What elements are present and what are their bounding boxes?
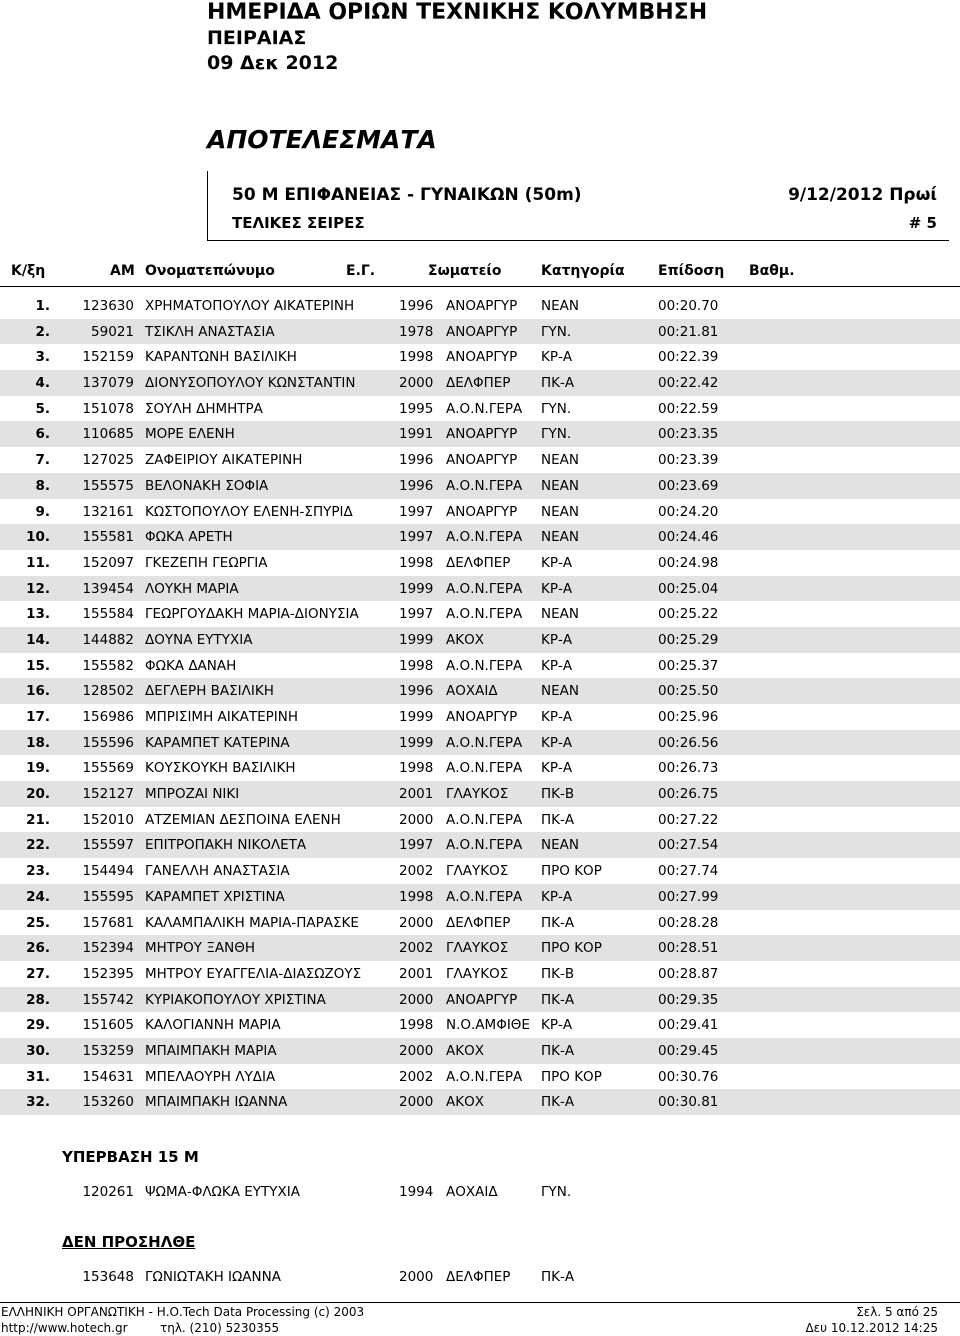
result-name: ΓΕΩΡΓΟΥΔΑΚΗ ΜΑΡΙΑ-ΔΙΟΝΥΣΙΑ (145, 606, 359, 623)
result-time: 00:25.22 (658, 606, 719, 623)
result-club: ΓΛΑΥΚΟΣ (446, 786, 509, 803)
result-year: 2000 (399, 914, 434, 931)
result-club: Α.Ο.Ν.ΓΕΡΑ (446, 888, 523, 905)
result-name: ΚΑΛΑΜΠΑΛΙΚΗ ΜΑΡΙΑ-ΠΑΡΑΣΚΕ (145, 914, 359, 931)
result-club: Α.Ο.Ν.ΓΕΡΑ (446, 477, 523, 494)
result-rank: 27. (26, 965, 50, 982)
result-category: ΝΕΑΝ (541, 298, 579, 314)
table-row (0, 807, 960, 833)
table-row (0, 370, 960, 396)
table-row (0, 1038, 960, 1064)
result-year: 1996 (399, 477, 434, 494)
result-club: ΑΚΟΧ (446, 1042, 484, 1059)
result-year: 1998 (399, 888, 434, 905)
result-category: ΠΡΟ ΚΟΡ (541, 1068, 602, 1085)
result-rank: 2. (35, 323, 50, 340)
result-time: 00:24.20 (658, 503, 719, 520)
result-category: ΝΕΑΝ (541, 683, 579, 700)
result-club: Α.Ο.Ν.ΓΕΡΑ (446, 657, 523, 674)
result-time: 00:20.70 (658, 298, 719, 314)
table-row (0, 524, 960, 550)
result-am: 144882 (82, 631, 134, 648)
result-year: 1999 (399, 709, 434, 725)
table-row (0, 704, 960, 730)
dns-club: ΔΕΛΦΠΕΡ (446, 1269, 511, 1285)
result-am: 153260 (82, 1094, 134, 1111)
result-year: 2000 (399, 1094, 434, 1111)
result-year: 1997 (399, 503, 434, 520)
result-year: 1998 (399, 657, 434, 674)
result-rank: 3. (35, 349, 50, 366)
result-name: ΑΤΖΕΜΙΑΝ ΔΕΣΠΟΙΝΑ ΕΛΕΝΗ (145, 811, 341, 828)
result-rank: 12. (26, 580, 50, 597)
result-rank: 10. (26, 529, 50, 546)
result-rank: 22. (26, 837, 50, 854)
result-category: ΠΚ-Α (541, 811, 575, 828)
result-rank: 9. (35, 503, 50, 520)
header-points: Βαθμ. (749, 263, 795, 279)
result-rank: 20. (26, 786, 50, 803)
result-rank: 16. (26, 683, 50, 700)
result-am: 153259 (82, 1042, 134, 1059)
result-am: 151605 (82, 1017, 134, 1034)
result-year: 2000 (399, 375, 434, 392)
result-am: 127025 (82, 452, 134, 469)
result-club: Α.Ο.Ν.ΓΕΡΑ (446, 734, 523, 751)
result-year: 2001 (399, 965, 434, 982)
table-row (0, 832, 960, 858)
footer-phone: τηλ. (210) 5230355 (160, 1321, 280, 1335)
table-row (0, 884, 960, 910)
result-category: ΠΡΟ ΚΟΡ (541, 940, 602, 957)
result-rank: 23. (26, 863, 50, 880)
result-name: ΚΑΡΑΜΠΕΤ ΚΑΤΕΡΙΝΑ (145, 734, 290, 751)
result-rank: 21. (26, 811, 50, 828)
dns-year: 2000 (399, 1269, 434, 1285)
result-am: 155581 (82, 529, 134, 546)
result-year: 1997 (399, 606, 434, 623)
table-row (0, 421, 960, 447)
result-year: 1996 (399, 683, 434, 700)
result-club: ΑΝΟΑΡΓΥΡ (446, 426, 518, 443)
result-am: 152395 (82, 965, 134, 982)
result-name: ΜΟΡΕ ΕΛΕΝΗ (145, 426, 235, 443)
result-club: Α.Ο.Ν.ΓΕΡΑ (446, 837, 523, 854)
results-title: ΑΠΟΤΕΛΕΣΜΑΤΑ (207, 125, 437, 154)
result-name: ΓΑΝΕΛΛΗ ΑΝΑΣΤΑΣΙΑ (145, 863, 290, 880)
result-club: Α.Ο.Ν.ΓΕΡΑ (446, 580, 523, 597)
result-name: ΔΙΟΝΥΣΟΠΟΥΛΟΥ ΚΩΝΣΤΑΝΤΙΝ (145, 375, 356, 392)
result-category: ΚΡ-Α (541, 709, 573, 725)
result-am: 154494 (82, 863, 134, 880)
result-club: Α.Ο.Ν.ΓΕΡΑ (446, 606, 523, 623)
result-time: 00:23.69 (658, 477, 719, 494)
header-category: Κατηγορία (541, 263, 625, 279)
result-name: ΜΠΡΟΖΑΙ ΝΙΚΙ (145, 786, 240, 803)
result-year: 1997 (399, 529, 434, 546)
result-club: ΓΛΑΥΚΟΣ (446, 863, 509, 880)
result-year: 1999 (399, 580, 434, 597)
event-name: 50 Μ ΕΠΙΦΑΝΕΙΑΣ - ΓΥΝΑΙΚΩΝ (50m) (232, 185, 582, 205)
meet-date: 09 Δεκ 2012 (207, 52, 339, 74)
result-rank: 25. (26, 914, 50, 931)
result-category: ΚΡ-Α (541, 1017, 573, 1034)
meet-title: ΗΜΕΡΙΔΑ ΟΡΙΩΝ ΤΕΧΝΙΚΗΣ ΚΟΛΥΜΒΗΣΗ (207, 0, 708, 25)
result-time: 00:30.81 (658, 1094, 719, 1111)
table-row (0, 550, 960, 576)
result-time: 00:22.42 (658, 375, 719, 392)
result-am: 128502 (82, 683, 134, 700)
result-rank: 19. (26, 760, 50, 777)
table-row (0, 781, 960, 807)
result-am: 137079 (82, 375, 134, 392)
table-row (0, 755, 960, 781)
table-row (0, 910, 960, 936)
result-rank: 13. (26, 606, 50, 623)
result-am: 152127 (82, 786, 134, 803)
result-year: 1997 (399, 837, 434, 854)
result-time: 00:25.37 (658, 657, 719, 674)
dns-name: ΓΩΝΙΩΤΑΚΗ ΙΩΑΝΝΑ (145, 1269, 281, 1285)
result-time: 00:30.76 (658, 1068, 719, 1085)
result-year: 1998 (399, 760, 434, 777)
result-rank: 14. (26, 631, 50, 648)
result-club: ΓΛΑΥΚΟΣ (446, 940, 509, 957)
result-club: Α.Ο.Ν.ΓΕΡΑ (446, 760, 523, 777)
result-time: 00:27.54 (658, 837, 719, 854)
result-year: 2000 (399, 811, 434, 828)
result-name: ΜΗΤΡΟΥ ΞΑΝΘΗ (145, 940, 255, 957)
result-club: ΓΛΑΥΚΟΣ (446, 965, 509, 982)
result-name: ΧΡΗΜΑΤΟΠΟΥΛΟΥ ΑΙΚΑΤΕΡΙΝΗ (145, 298, 355, 314)
result-year: 2002 (399, 1068, 434, 1085)
result-club: ΑΝΟΑΡΓΥΡ (446, 503, 518, 520)
dns-am: 153648 (82, 1269, 134, 1285)
result-name: ΣΟΥΛΗ ΔΗΜΗΤΡΑ (145, 400, 263, 417)
result-rank: 15. (26, 657, 50, 674)
meet-city: ΠΕΙΡΑΙΑΣ (207, 27, 307, 49)
result-am: 151078 (82, 400, 134, 417)
result-name: ΚΑΛΟΓΙΑΝΝΗ ΜΑΡΙΑ (145, 1017, 281, 1034)
result-time: 00:21.81 (658, 323, 719, 340)
table-row (0, 447, 960, 473)
result-category: ΠΚ-Α (541, 1094, 575, 1111)
result-time: 00:28.51 (658, 940, 719, 957)
result-year: 1996 (399, 298, 434, 314)
result-name: ΜΠΕΛΑΟΥΡΗ ΛΥΔΙΑ (145, 1068, 276, 1085)
result-year: 2000 (399, 991, 434, 1008)
result-year: 1998 (399, 349, 434, 366)
result-rank: 7. (35, 452, 50, 469)
result-am: 157681 (82, 914, 134, 931)
header-rule (0, 286, 960, 287)
result-category: ΝΕΑΝ (541, 529, 579, 546)
result-category: ΓΥΝ. (541, 400, 572, 417)
result-year: 2002 (399, 863, 434, 880)
result-name: ΜΠΡΙΣΙΜΗ ΑΙΚΑΤΕΡΙΝΗ (145, 709, 298, 725)
result-am: 152159 (82, 349, 134, 366)
result-time: 00:29.35 (658, 991, 719, 1008)
result-category: ΚΡ-Α (541, 734, 573, 751)
result-year: 2002 (399, 940, 434, 957)
result-rank: 4. (35, 375, 50, 392)
result-category: ΠΚ-Β (541, 965, 575, 982)
result-year: 1978 (399, 323, 434, 340)
result-club: ΑΝΟΑΡΓΥΡ (446, 452, 518, 469)
result-club: ΔΕΛΦΠΕΡ (446, 914, 511, 931)
result-rank: 26. (26, 940, 50, 957)
result-name: ΚΥΡΙΑΚΟΠΟΥΛΟΥ ΧΡΙΣΤΙΝΑ (145, 991, 326, 1008)
result-club: Α.Ο.Ν.ΓΕΡΑ (446, 811, 523, 828)
table-row (0, 473, 960, 499)
result-year: 1998 (399, 554, 434, 571)
result-am: 152394 (82, 940, 134, 957)
result-rank: 5. (35, 400, 50, 417)
result-category: ΚΡ-Α (541, 631, 573, 648)
result-year: 2000 (399, 1042, 434, 1059)
result-club: ΔΕΛΦΠΕΡ (446, 375, 511, 392)
disqualified-name: ΨΩΜΑ-ΦΛΩΚΑ ΕΥΤΥΧΙΑ (145, 1184, 300, 1200)
table-row (0, 858, 960, 884)
result-year: 1998 (399, 1017, 434, 1034)
result-time: 00:27.99 (658, 888, 719, 905)
result-time: 00:26.75 (658, 786, 719, 803)
result-time: 00:28.87 (658, 965, 719, 982)
result-time: 00:22.39 (658, 349, 719, 366)
result-category: ΝΕΑΝ (541, 477, 579, 494)
result-rank: 17. (26, 709, 50, 725)
result-am: 154631 (82, 1068, 134, 1085)
result-time: 00:29.45 (658, 1042, 719, 1059)
column-headers (0, 263, 960, 283)
result-category: ΚΡ-Α (541, 760, 573, 777)
result-am: 155597 (82, 837, 134, 854)
result-rank: 8. (35, 477, 50, 494)
result-club: ΑΚΟΧ (446, 1094, 484, 1111)
result-time: 00:23.39 (658, 452, 719, 469)
result-time: 00:25.04 (658, 580, 719, 597)
disqualified-club: ΑΟΧΑΙΔ (446, 1184, 498, 1200)
result-category: ΠΚ-Β (541, 786, 575, 803)
header-name: Ονοματεπώνυμο (145, 263, 275, 279)
result-am: 155575 (82, 477, 134, 494)
table-row (0, 678, 960, 704)
result-rank: 31. (26, 1068, 50, 1085)
result-name: ΔΟΥΝΑ ΕΥΤΥΧΙΑ (145, 631, 253, 648)
table-row (0, 396, 960, 422)
result-club: ΑΝΟΑΡΓΥΡ (446, 709, 518, 725)
result-name: ΜΠΑΙΜΠΑΚΗ ΜΑΡΙΑ (145, 1042, 277, 1059)
result-time: 00:23.35 (658, 426, 719, 443)
result-category: ΝΕΑΝ (541, 503, 579, 520)
result-name: ΚΟΥΣΚΟΥΚΗ ΒΑΣΙΛΙΚΗ (145, 760, 296, 777)
result-name: ΜΗΤΡΟΥ ΕΥΑΓΓΕΛΙΑ-ΔΙΑΣΩΖΟΥΣ (145, 965, 362, 982)
result-time: 00:26.73 (658, 760, 719, 777)
event-number: # 5 (908, 214, 937, 232)
table-row (0, 987, 960, 1013)
result-category: ΝΕΑΝ (541, 452, 579, 469)
table-row (0, 344, 960, 370)
result-rank: 28. (26, 991, 50, 1008)
result-club: ΑΝΟΑΡΓΥΡ (446, 991, 518, 1008)
result-time: 00:24.46 (658, 529, 719, 546)
result-time: 00:28.28 (658, 914, 719, 931)
result-am: 155742 (82, 991, 134, 1008)
footer-org: ΕΛΛΗΝΙΚΗ ΟΡΓΑΝΩΤΙΚΗ - Η.Ο.Tech Data Processing (c) 2003 (1, 1305, 365, 1319)
disqualified-title: ΥΠΕΡΒΑΣΗ 15 Μ (62, 1148, 199, 1166)
result-category: ΚΡ-Α (541, 554, 573, 571)
result-rank: 30. (26, 1042, 50, 1059)
result-am: 139454 (82, 580, 134, 597)
dns-category: ΠΚ-Α (541, 1269, 575, 1285)
result-rank: 1. (35, 298, 50, 314)
result-name: ΓΚΕΖΕΠΗ ΓΕΩΡΓΙΑ (145, 554, 268, 571)
result-am: 132161 (82, 503, 134, 520)
result-am: 155584 (82, 606, 134, 623)
result-category: ΓΥΝ. (541, 323, 572, 340)
header-year: Ε.Γ. (346, 263, 376, 279)
result-name: ΔΕΓΛΕΡΗ ΒΑΣΙΛΙΚΗ (145, 683, 274, 700)
result-category: ΓΥΝ. (541, 426, 572, 443)
footer-rule (0, 1302, 960, 1303)
result-year: 1999 (399, 734, 434, 751)
result-time: 00:25.50 (658, 683, 719, 700)
disqualified-am: 120261 (82, 1184, 134, 1200)
result-name: ΤΣΙΚΛΗ ΑΝΑΣΤΑΣΙΑ (145, 323, 275, 340)
result-year: 1991 (399, 426, 434, 443)
result-club: ΑΝΟΑΡΓΥΡ (446, 298, 518, 314)
result-category: ΝΕΑΝ (541, 837, 579, 854)
header-rank: Κ/ξη (11, 263, 46, 279)
result-time: 00:26.56 (658, 734, 719, 751)
table-row (0, 499, 960, 525)
result-category: ΠΚ-Α (541, 914, 575, 931)
result-rank: 32. (26, 1094, 50, 1111)
dns-row (0, 1269, 960, 1291)
footer-page-number: Σελ. 5 από 25 (856, 1305, 938, 1319)
result-time: 00:25.96 (658, 709, 719, 725)
result-name: ΖΑΦΕΙΡΙΟΥ ΑΙΚΑΤΕΡΙΝΗ (145, 452, 303, 469)
results-table (0, 293, 960, 1115)
result-club: ΑΝΟΑΡΓΥΡ (446, 323, 518, 340)
dns-title: ΔΕΝ ΠΡΟΣΗΛΘΕ (62, 1233, 196, 1251)
result-category: ΚΡ-Α (541, 888, 573, 905)
result-rank: 24. (26, 888, 50, 905)
table-row (0, 1064, 960, 1090)
result-name: ΚΩΣΤΟΠΟΥΛΟΥ ΕΛΕΝΗ-ΣΠΥΡΙΔ (145, 503, 353, 520)
result-rank: 11. (26, 554, 50, 571)
result-am: 152010 (82, 811, 134, 828)
result-name: ΒΕΛΟΝΑΚΗ ΣΟΦΙΑ (145, 477, 269, 494)
result-club: Α.Ο.Ν.ΓΕΡΑ (446, 1068, 523, 1085)
result-time: 00:27.22 (658, 811, 719, 828)
result-club: ΑΝΟΑΡΓΥΡ (446, 349, 518, 366)
table-row (0, 653, 960, 679)
header-club: Σωματείο (428, 263, 502, 279)
result-category: ΝΕΑΝ (541, 606, 579, 623)
result-name: ΚΑΡΑΜΠΕΤ ΧΡΙΣΤΙΝΑ (145, 888, 285, 905)
result-time: 00:27.74 (658, 863, 719, 880)
result-name: ΦΩΚΑ ΔΑΝΑΗ (145, 657, 237, 674)
table-row (0, 961, 960, 987)
result-club: Α.Ο.Ν.ΓΕΡΑ (446, 529, 523, 546)
result-name: ΕΠΙΤΡΟΠΑΚΗ ΝΙΚΟΛΕΤΑ (145, 837, 307, 854)
result-club: ΑΟΧΑΙΔ (446, 683, 498, 700)
result-category: ΚΡ-Α (541, 657, 573, 674)
footer-url[interactable]: http://www.hotech.gr (1, 1321, 128, 1335)
result-am: 155596 (82, 734, 134, 751)
result-year: 1999 (399, 631, 434, 648)
result-am: 110685 (82, 426, 134, 443)
result-club: Α.Ο.Ν.ΓΕΡΑ (446, 400, 523, 417)
table-row (0, 935, 960, 961)
result-category: ΠΚ-Α (541, 991, 575, 1008)
result-name: ΦΩΚΑ ΑΡΕΤΗ (145, 529, 233, 546)
result-time: 00:25.29 (658, 631, 719, 648)
result-year: 1996 (399, 452, 434, 469)
disqualified-category: ΓΥΝ. (541, 1184, 572, 1200)
header-am: ΑΜ (110, 263, 135, 279)
result-time: 00:22.59 (658, 400, 719, 417)
table-row (0, 730, 960, 756)
result-rank: 18. (26, 734, 50, 751)
event-heat-type: ΤΕΛΙΚΕΣ ΣΕΙΡΕΣ (232, 214, 365, 232)
result-am: 152097 (82, 554, 134, 571)
result-name: ΛΟΥΚΗ ΜΑΡΙΑ (145, 580, 239, 597)
result-name: ΚΑΡΑΝΤΩΝΗ ΒΑΣΙΛΙΚΗ (145, 349, 297, 366)
result-am: 156986 (82, 709, 134, 725)
footer-printed-date: Δευ 10.12.2012 14:25 (805, 1321, 938, 1335)
result-club: ΑΚΟΧ (446, 631, 484, 648)
result-time: 00:29.41 (658, 1017, 719, 1034)
result-category: ΚΡ-Α (541, 349, 573, 366)
table-row (0, 319, 960, 345)
table-row (0, 293, 960, 319)
table-row (0, 576, 960, 602)
result-am: 155569 (82, 760, 134, 777)
result-time: 00:24.98 (658, 554, 719, 571)
result-name: ΜΠΑΙΜΠΑΚΗ ΙΩΑΝΝΑ (145, 1094, 288, 1111)
result-am: 155582 (82, 657, 134, 674)
header-time: Επίδοση (658, 263, 725, 279)
disqualified-year: 1994 (399, 1184, 434, 1200)
result-club: ΔΕΛΦΠΕΡ (446, 554, 511, 571)
result-club: Ν.Ο.ΑΜΦΙΘΕ (446, 1017, 530, 1034)
disqualified-row (0, 1184, 960, 1206)
table-row (0, 1012, 960, 1038)
result-category: ΠΚ-Α (541, 1042, 575, 1059)
result-am: 155595 (82, 888, 134, 905)
result-category: ΠΡΟ ΚΟΡ (541, 863, 602, 880)
table-row (0, 627, 960, 653)
result-rank: 6. (35, 426, 50, 443)
result-year: 2001 (399, 786, 434, 803)
result-year: 1995 (399, 400, 434, 417)
event-box (207, 171, 949, 241)
result-am: 59021 (91, 323, 134, 340)
result-category: ΚΡ-Α (541, 580, 573, 597)
table-row (0, 601, 960, 627)
result-am: 123630 (82, 298, 134, 314)
result-category: ΠΚ-Α (541, 375, 575, 392)
event-session: 9/12/2012 Πρωί (788, 185, 937, 205)
table-row (0, 1089, 960, 1115)
result-rank: 29. (26, 1017, 50, 1034)
